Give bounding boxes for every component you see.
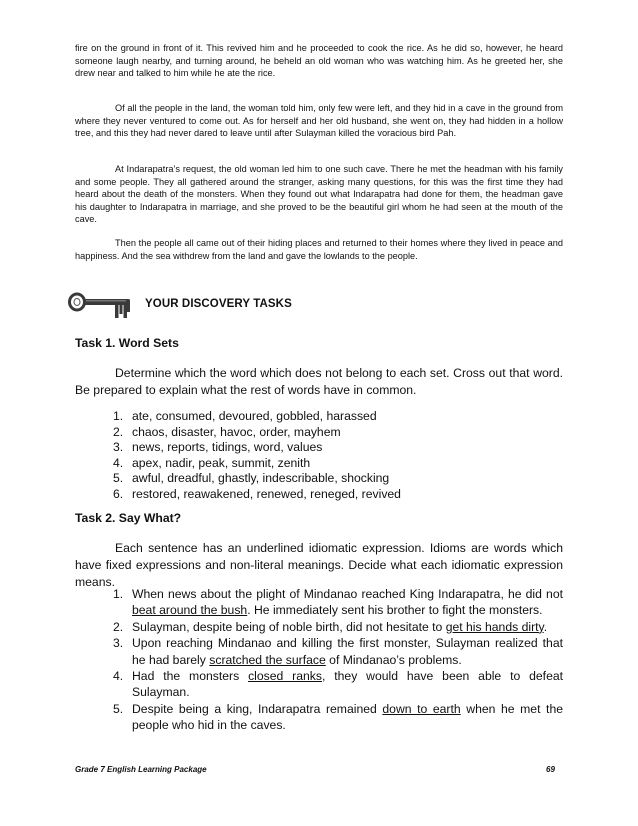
list-item: 2. chaos, disaster, havoc, order, mayhem	[113, 424, 341, 439]
task2-heading: Task 2. Say What?	[75, 511, 182, 525]
list-item: 3. news, reports, tidings, word, values	[113, 440, 323, 455]
discovery-tasks-heading	[68, 288, 568, 324]
task2-instruction: Each sentence has an underlined idiomatic expression. Idioms are words which have fixed expressions and non-literal meanings. Decide what each idiomatic expression means.	[75, 541, 563, 589]
list-item: 1. When news about the plight of Mindanao reached King Indarapatra, he did not beat around the bush. He immediately sent his brother to fight the monsters.	[113, 587, 563, 618]
idiom: down to earth	[382, 701, 461, 716]
idiom: get his hands dirty	[445, 619, 544, 634]
list-item: 1. ate, consumed, devoured, gobbled, harassed	[113, 409, 377, 423]
list-item: 5. awful, dreadful, ghastly, indescribable, shocking	[113, 471, 390, 486]
list-item: 6. restored, reawakened, renewed, reneged, revived	[113, 486, 401, 501]
list-item: 5. Despite being a king, Indarapatra remained down to earth when he met the people who hid in the caves.	[113, 701, 564, 733]
task1-word-list	[113, 409, 401, 503]
task1-instruction: Determine which the word which does not belong to each set. Cross out that word. Be prepared to explain what the rest of words have in common.	[75, 366, 563, 397]
list-item: 4. Had the monsters closed ranks, they would have been able to defeat Sulayman.	[113, 669, 564, 700]
story-paragraph-1: fire on the ground in front of it. This revived him and he proceeded to cook the rice. As he did so, however, he heard someone laugh nearby, and turning around, he beheld an old woman who was watching him. As he greeted her, she drew near and talked to him while he ate the rice.	[75, 43, 563, 79]
key-icon	[68, 288, 134, 324]
task1-heading: Task 1. Word Sets	[75, 336, 179, 350]
idiom: beat around the bush	[132, 603, 248, 618]
list-item: 4. apex, nadir, peak, summit, zenith	[113, 455, 311, 470]
story-paragraph-3: At Indarapatra’s request, the old woman led him to one such cave. There he met the headman with his family and some people. They all gathered around the stranger, asking many questions, for this was the first time they had heard about the death of the monsters. When they found out what Indarapatra had done for them, the headman gave his daughter to Indarapatra in marriage, and she proved to be the beautiful girl whom he had seen at the mouth of the cave.	[75, 164, 563, 225]
footer-title: Grade 7 English Learning Package	[75, 765, 207, 774]
list-item: 3. Upon reaching Mindanao and killing the first monster, Sulayman realized that he had barely scratched the surface of Mindanao’s problems.	[113, 636, 563, 667]
discovery-title: YOUR DISCOVERY TASKS	[145, 298, 292, 310]
idiom: closed ranks	[248, 669, 322, 684]
list-item: 2. Sulayman, despite being of noble birth, did not hesitate to get his hands dirty.	[113, 619, 548, 634]
story-paragraph-2: Of all the people in the land, the woman told him, only few were left, and they hid in a cave in the ground from where they never ventured to come out. As for herself and her old husband, she went on, they had hidden in a hollow tree, and this they had never dared to leave until after Sulayman killed the voracious bird Pah.	[75, 103, 563, 139]
page-number: 69	[546, 765, 555, 774]
task2-idiom-list	[113, 586, 563, 734]
story-paragraph-4: Then the people all came out of their hiding places and returned to their homes where they lived in peace and happiness. And the sea withdrew from the land and gave the lowlands to the people.	[75, 238, 563, 261]
idiom: scratched the surface	[209, 652, 326, 667]
